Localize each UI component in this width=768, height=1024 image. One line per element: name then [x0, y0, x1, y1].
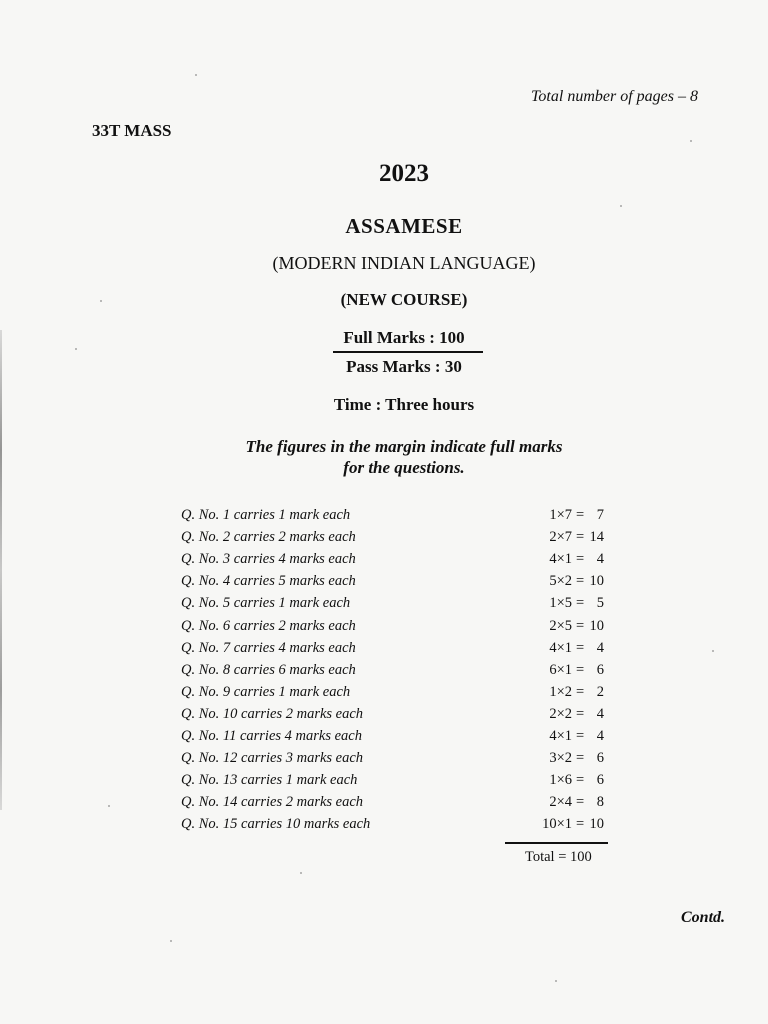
scan-speck	[108, 805, 110, 807]
pass-marks: Pass Marks : 30	[346, 357, 462, 376]
marks-row	[0, 772, 768, 794]
marks-value: 10	[589, 617, 604, 634]
marks-calculation: 6×1	[549, 661, 572, 678]
scan-speck	[712, 650, 714, 652]
marks-calculation: 1×7	[549, 507, 572, 523]
equals-sign: =	[576, 551, 585, 568]
marks-value: 6	[596, 772, 604, 789]
course-type: (MODERN INDIAN LANGUAGE)	[272, 253, 536, 273]
marks-row	[0, 551, 768, 573]
marks-value: 4	[596, 705, 604, 722]
question-marks-description: Q. No. 7 carries 4 marks each	[181, 639, 356, 656]
scan-speck	[75, 348, 77, 350]
question-marks-description: Q. No. 9 carries 1 mark each	[181, 683, 351, 700]
equals-sign: =	[576, 595, 585, 612]
marks-row	[0, 728, 768, 750]
scan-speck	[300, 872, 302, 874]
marks-calculation: 2×2	[549, 705, 572, 722]
equals-sign: =	[576, 639, 585, 656]
exam-time: Time : Three hours	[333, 395, 475, 414]
scan-speck	[170, 940, 172, 942]
question-marks-description: Q. No. 11 carries 4 marks each	[181, 728, 362, 744]
marks-row	[0, 595, 768, 617]
instruction-line-1: The figures in the margin indicate full marks	[245, 437, 563, 456]
scan-speck	[195, 74, 197, 76]
marks-row	[0, 816, 768, 838]
marks-calculation: 10×1	[542, 816, 572, 833]
marks-value: 4	[596, 728, 604, 744]
equals-sign: =	[576, 529, 585, 546]
question-marks-description: Q. No. 2 carries 2 marks each	[181, 529, 356, 546]
marks-row	[0, 684, 768, 706]
marks-calculation: 1×5	[549, 595, 572, 612]
marks-row	[0, 507, 768, 529]
equals-sign: =	[576, 728, 585, 744]
question-marks-description: Q. No. 4 carries 5 marks each	[181, 573, 356, 590]
equals-sign: =	[576, 507, 585, 523]
question-marks-description: Q. No. 1 carries 1 mark each	[181, 507, 351, 523]
total-marks: Total = 100	[525, 849, 592, 865]
marks-calculation: 5×2	[549, 573, 572, 590]
marks-value: 10	[589, 816, 604, 833]
full-marks: Full Marks : 100	[343, 328, 465, 347]
marks-row	[0, 640, 768, 662]
scan-speck	[100, 300, 102, 302]
question-marks-description: Q. No. 8 carries 6 marks each	[181, 661, 356, 678]
scan-speck	[690, 140, 692, 142]
marks-calculation: 4×1	[549, 728, 572, 744]
equals-sign: =	[576, 573, 585, 590]
paper-code: 33T MASS	[92, 121, 172, 140]
scan-speck	[620, 205, 622, 207]
marks-value: 5	[596, 595, 604, 612]
marks-calculation: 4×1	[549, 551, 572, 568]
equals-sign: =	[576, 794, 585, 811]
total-pages-note: Total number of pages – 8	[531, 88, 698, 105]
question-marks-description: Q. No. 14 carries 2 marks each	[181, 794, 364, 811]
equals-sign: =	[576, 705, 585, 722]
question-marks-description: Q. No. 13 carries 1 mark each	[181, 772, 358, 789]
marks-value: 6	[596, 661, 604, 678]
instruction-line-2: for the questions.	[343, 458, 465, 477]
marks-row	[0, 706, 768, 728]
marks-calculation: 1×6	[549, 772, 572, 789]
marks-row	[0, 750, 768, 772]
marks-row	[0, 573, 768, 595]
marks-value: 10	[589, 573, 604, 590]
marks-row	[0, 529, 768, 551]
course-name: (NEW COURSE)	[340, 290, 468, 309]
marks-calculation: 2×5	[549, 617, 572, 634]
marks-value: 14	[589, 529, 604, 546]
question-marks-description: Q. No. 6 carries 2 marks each	[181, 617, 356, 634]
equals-sign: =	[576, 816, 585, 833]
marks-divider	[333, 351, 483, 353]
equals-sign: =	[576, 750, 585, 767]
marks-value: 8	[596, 794, 604, 811]
marks-calculation: 2×4	[549, 794, 572, 811]
scan-speck	[555, 980, 557, 982]
question-marks-description: Q. No. 10 carries 2 marks each	[181, 705, 364, 722]
marks-calculation: 4×1	[549, 639, 572, 656]
contd-label: Contd.	[681, 909, 726, 926]
marks-value: 4	[596, 551, 604, 568]
equals-sign: =	[576, 772, 585, 789]
marks-row	[0, 618, 768, 640]
marks-calculation: 2×7	[549, 529, 572, 546]
equals-sign: =	[576, 661, 585, 678]
marks-value: 6	[596, 750, 604, 767]
total-divider	[505, 842, 608, 844]
question-marks-description: Q. No. 12 carries 3 marks each	[181, 750, 364, 767]
equals-sign: =	[576, 683, 585, 700]
exam-year: 2023	[379, 160, 429, 187]
question-marks-description: Q. No. 5 carries 1 mark each	[181, 595, 351, 612]
marks-row	[0, 662, 768, 684]
marks-calculation: 1×2	[549, 683, 572, 700]
marks-value: 4	[596, 639, 604, 656]
marks-calculation: 3×2	[549, 750, 572, 767]
marks-value: 7	[596, 507, 604, 523]
question-marks-description: Q. No. 3 carries 4 marks each	[181, 551, 356, 568]
marks-value: 2	[596, 683, 604, 700]
equals-sign: =	[576, 617, 585, 634]
subject-title: ASSAMESE	[345, 214, 463, 238]
marks-row	[0, 794, 768, 816]
question-marks-description: Q. No. 15 carries 10 marks each	[181, 816, 371, 833]
